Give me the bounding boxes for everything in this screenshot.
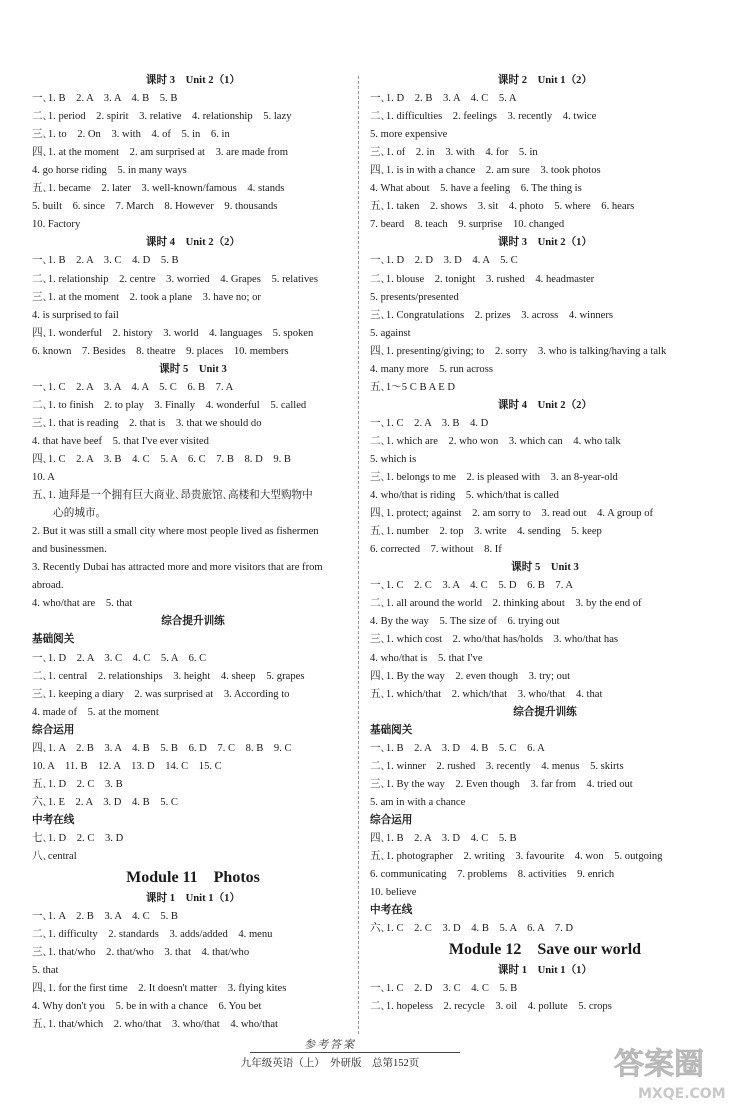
answer-line: 四､1. protect; against 2. am sorry to 3. read out 4. A group of <box>370 508 654 520</box>
answer-line: abroad. <box>32 580 64 592</box>
answer-line: 10. believe <box>370 887 417 899</box>
answer-line: 一､1. C 2. A 3. A 4. A 5. C 6. B 7. A <box>32 381 234 393</box>
answer-line: 二､1. relationship 2. centre 3. worried 4. Grapes 5. relatives <box>32 273 318 285</box>
answer-line: 二､1. which are 2. who won 3. which can 4. who talk <box>370 435 621 447</box>
answer-line: 五､1. which/that 2. which/that 3. who/that 4. that <box>370 688 603 700</box>
svg-text:答案圈: 答案圈 <box>614 1047 704 1082</box>
answer-line: 二､1. to finish 2. to play 3. Finally 4. wonderful 5. called <box>32 399 307 411</box>
answer-line: 五､1. photographer 2. writing 3. favourite 4. won 5. outgoing <box>370 851 663 863</box>
answer-line: 三､1. that is reading 2. that is 3. that we should do <box>32 417 262 429</box>
section-heading: 课时 1 Unit 1（1） <box>497 965 593 977</box>
answer-line: 5. which is <box>370 453 417 465</box>
answer-line: 一､1. C 2. A 3. B 4. D <box>370 417 489 429</box>
answer-line: 5. presents/presented <box>370 291 459 303</box>
answer-line: 4. who/that is riding 5. which/that is called <box>370 490 559 502</box>
section-heading: 课时 3 Unit 2（1） <box>497 237 593 249</box>
answer-line: 五､1. became 2. later 3. well-known/famous 4. stands <box>32 183 285 195</box>
left-column <box>32 72 354 1034</box>
answer-line: 一､1. B 2. A 3. C 4. D 5. B <box>32 255 179 267</box>
answer-line: 四､1. C 2. A 3. B 4. C 5. A 6. C 7. B 8. D 9. B <box>32 453 291 465</box>
answer-line: 7. beard 8. teach 9. surprise 10. changed <box>370 219 565 231</box>
answer-line: 3. Recently Dubai has attracted more and more visitors that are from <box>32 562 323 574</box>
answer-line: 三､1. to 2. On 3. with 4. of 5. in 6. in <box>32 129 230 141</box>
section-heading: 课时 2 Unit 1（2） <box>497 75 593 86</box>
answer-line: 四､1. at the moment 2. am surprised at 3. are made from <box>32 147 288 159</box>
answer-line: 4. By the way 5. The size of 6. trying out <box>370 616 560 628</box>
answer-line: 三､1. belongs to me 2. is pleased with 3. an 8-year-old <box>370 472 618 484</box>
answer-line: 二､1. central 2. relationships 3. height 4. sheep 5. grapes <box>32 670 305 682</box>
answer-line: 二､1. blouse 2. tonight 3. rushed 4. headmaster <box>370 273 595 285</box>
answer-line: 一､1. D 2. D 3. D 4. A 5. C <box>370 255 518 267</box>
answer-line: 六､1. C 2. C 3. D 4. B 5. A 6. A 7. D <box>370 923 574 935</box>
section-heading: 课时 5 Unit 3 <box>159 363 227 375</box>
answer-line: 三､1. that/who 2. that/who 3. that 4. that/who <box>32 947 250 959</box>
subsection-label: 中考在线 <box>370 905 413 917</box>
answer-line: 5. built 6. since 7. March 8. However 9. thousands <box>32 201 278 213</box>
answer-line: 四､1. presenting/giving; to 2. sorry 3. who is talking/having a talk <box>370 345 667 357</box>
answer-line: 四､1. B 2. A 3. D 4. C 5. B <box>370 832 517 844</box>
answer-line: 一､1. A 2. B 3. A 4. C 5. B <box>32 911 178 923</box>
answer-line: 10. Factory <box>32 219 81 231</box>
answer-line: 二､1. hopeless 2. recycle 3. oil 4. pollute 5. crops <box>370 1001 612 1013</box>
watermark-logo <box>608 1036 738 1106</box>
section-heading: 综合提升训练 <box>513 706 577 718</box>
answer-line: 六､1. E 2. A 3. D 4. B 5. C <box>32 796 178 808</box>
answer-line: 10. A <box>32 472 55 484</box>
subsection-label: 基础阅关 <box>32 634 75 646</box>
answer-line: 七､1. D 2. C 3. D <box>32 832 124 844</box>
answer-line: 五､1～5 C B A E D <box>370 381 456 393</box>
answer-line: 6. known 7. Besides 8. theatre 9. places 10. members <box>32 345 289 357</box>
svg-text:MXQE.COM: MXQE.COM <box>638 1086 726 1102</box>
answer-line: 五､1. number 2. top 3. write 4. sending 5. keep <box>370 526 602 538</box>
subsection-label: 中考在线 <box>32 814 75 826</box>
answer-line: 一､1. C 2. D 3. C 4. C 5. B <box>370 983 518 995</box>
answer-line: 4. made of 5. at the moment <box>32 706 159 718</box>
answer-line: 四､1. A 2. B 3. A 4. B 5. B 6. D 7. C 8. B 9. C <box>32 742 292 754</box>
answer-line: 5. that <box>32 965 59 977</box>
answer-line: 一､1. D 2. A 3. C 4. C 5. A 6. C <box>32 652 207 664</box>
answer-line: 四､1. is in with a chance 2. am sure 3. took photos <box>370 165 601 177</box>
section-heading: 课时 4 Unit 2（2） <box>145 237 241 249</box>
answer-line: 二､1. period 2. spirit 3. relative 4. relationship 5. lazy <box>32 111 292 123</box>
answer-line: 6. communicating 7. problems 8. activities 9. enrich <box>370 869 615 881</box>
answer-line: 三､1. Congratulations 2. prizes 3. across 4. winners <box>370 309 614 321</box>
section-heading: 课时 4 Unit 2（2） <box>497 399 593 411</box>
answer-line: 6. corrected 7. without 8. If <box>370 544 502 556</box>
answer-line: 4. is surprised to fail <box>32 309 119 321</box>
answer-line: 二､1. all around the world 2. thinking about 3. by the end of <box>370 598 642 610</box>
subsection-label: 综合运用 <box>370 814 413 826</box>
answer-line: 4. go horse riding 5. in many ways <box>32 165 187 177</box>
answer-line: 三､1. which cost 2. who/that has/holds 3. who/that has <box>370 634 619 646</box>
answer-line: 5. am in with a chance <box>370 796 466 808</box>
answer-line: 五､1. that/which 2. who/that 3. who/that 4. who/that <box>32 1019 278 1031</box>
answer-line: 四､1. for the first time 2. It doesn't matter 3. flying kites <box>32 983 287 995</box>
module-title: Module 11 Photos <box>126 869 260 887</box>
answer-line: 二､1. winner 2. rushed 3. recently 4. menus 5. skirts <box>370 760 624 772</box>
answer-line: 三､1. keeping a diary 2. was surprised at 3. According to <box>32 688 290 700</box>
answer-line: 4. who/that is 5. that I've <box>370 652 483 664</box>
answer-line: 4. Why don't you 5. be in with a chance 6. You bet <box>32 1001 262 1013</box>
answer-line: 4. many more 5. run across <box>370 363 493 375</box>
answer-line: 五､1. D 2. C 3. B <box>32 778 123 790</box>
right-column <box>370 72 720 1016</box>
answer-line: 一､1. B 2. A 3. A 4. B 5. B <box>32 93 178 105</box>
section-heading: 课时 3 Unit 2（1） <box>145 75 241 86</box>
section-heading: 课时 1 Unit 1（1） <box>145 893 241 905</box>
answer-line: 10. A 11. B 12. A 13. D 14. C 15. C <box>32 760 222 772</box>
answer-line: 二､1. difficulties 2. feelings 3. recently 4. twice <box>370 111 597 123</box>
answer-line: 一､1. C 2. C 3. A 4. C 5. D 6. B 7. A <box>370 580 574 592</box>
answer-line: 五､1. taken 2. shows 3. sit 4. photo 5. where 6. hears <box>370 201 635 213</box>
answer-line: 2. But it was still a small city where most people lived as fishermen <box>32 526 319 538</box>
footer-info: 九年级英语（上） 外研版 总第152页 <box>240 1058 420 1069</box>
answer-line: 5. against <box>370 327 411 339</box>
answer-line: 三､1. at the moment 2. took a plane 3. have no; or <box>32 291 261 303</box>
section-heading: 课时 5 Unit 3 <box>511 562 579 574</box>
answer-line: 5. more expensive <box>370 129 448 141</box>
section-heading: 综合提升训练 <box>161 616 225 628</box>
answer-line: 4. who/that are 5. that <box>32 598 133 610</box>
answer-line: 三､1. of 2. in 3. with 4. for 5. in <box>370 147 538 159</box>
answer-line: 八､central <box>32 851 77 863</box>
answer-line: and businessmen. <box>32 544 107 556</box>
footer-rule <box>250 1052 460 1053</box>
column-divider <box>358 76 359 1034</box>
answer-line: 心的城市｡ <box>32 508 101 520</box>
module-title: Module 12 Save our world <box>448 941 642 959</box>
subsection-label: 综合运用 <box>32 724 75 736</box>
answer-line: 一､1. B 2. A 3. D 4. B 5. C 6. A <box>370 742 545 754</box>
answer-line: 五､1. 迪拜是一个拥有巨大商业､昂贵旅馆､高楼和大型购物中 <box>32 490 313 502</box>
answer-line: 一､1. D 2. B 3. A 4. C 5. A <box>370 93 517 105</box>
answer-line: 四､1. wonderful 2. history 3. world 4. languages 5. spoken <box>32 327 314 339</box>
answer-line: 三､1. By the way 2. Even though 3. far from 4. tried out <box>370 778 633 790</box>
footer-title: 参考答案 <box>304 1039 356 1051</box>
answer-line: 四､1. By the way 2. even though 3. try; out <box>370 670 571 682</box>
answer-line: 4. that have beef 5. that I've ever visited <box>32 435 209 447</box>
subsection-label: 基础阅关 <box>370 724 413 736</box>
answer-line: 二､1. difficulty 2. standards 3. adds/added 4. menu <box>32 929 273 941</box>
answer-line: 4. What about 5. have a feeling 6. The thing is <box>370 183 582 195</box>
